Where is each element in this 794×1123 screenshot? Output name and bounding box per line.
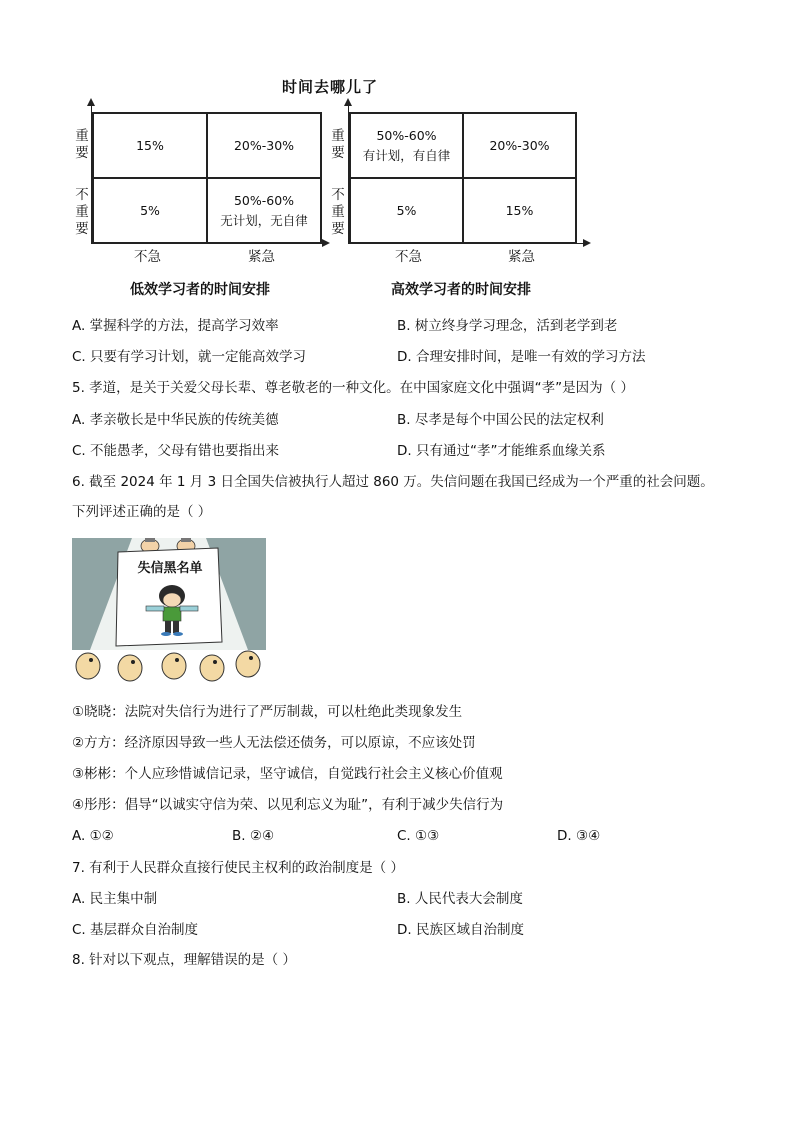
q4-option-c[interactable]: C. 只要有学习计划，就一定能高效学习 (72, 349, 307, 365)
q7-stem: 7. 有利于人民群众直接行使民主权利的政治制度是（ ） (72, 860, 404, 876)
right-cell-unimportant-urgent (463, 178, 576, 243)
q6-statement-4: ④彤彤：倡导“以诚实守信为荣、以见利忘义为耻”，有利于减少失信行为 (72, 797, 504, 813)
cell-text: 15% (505, 202, 534, 218)
q7-option-b[interactable]: B. 人民代表大会制度 (397, 891, 523, 907)
q5-option-a[interactable]: A. 孝亲敬长是中华民族的传统美德 (72, 412, 279, 428)
left-cell-important-urgent (207, 113, 321, 178)
q5-stem: 5. 孝道，是关于关爱父母长辈、尊老敬老的一种文化。在中国家庭文化中强调“孝”是因为（ ） (72, 380, 634, 396)
right-y-arrow (344, 98, 352, 106)
cell-text: 20%-30% (489, 137, 550, 153)
q6-option-d[interactable]: D. ③④ (557, 828, 601, 844)
q8-stem: 8. 针对以下观点，理解错误的是（ ） (72, 952, 296, 968)
left-matrix-caption: 低效学习者的时间安排 (130, 282, 270, 298)
q7-option-d[interactable]: D. 民族区域自治制度 (397, 922, 524, 938)
left-x-label-not-urgent: 不急 (134, 249, 161, 265)
right-x-arrow (583, 239, 591, 247)
q6-statement-1: ①晓晓：法院对失信行为进行了严厉制裁，可以杜绝此类现象发生 (72, 704, 463, 720)
q6-stem-line2: 下列评述正确的是（ ） (72, 504, 212, 520)
q4-option-a[interactable]: A. 掌握科学的方法，提高学习效率 (72, 318, 279, 334)
q7-option-c[interactable]: C. 基层群众自治制度 (72, 922, 199, 938)
right-matrix-grid (349, 112, 577, 244)
cell-text: 15% (136, 137, 164, 153)
q5-option-d[interactable]: D. 只有通过“孝”才能维系血缘关系 (397, 443, 606, 459)
left-cell-unimportant-urgent (207, 178, 321, 243)
left-y-arrow (87, 98, 95, 106)
q4-option-d[interactable]: D. 合理安排时间，是唯一有效的学习方法 (397, 349, 646, 365)
left-cell-important-not-urgent (93, 113, 207, 178)
q6-option-c[interactable]: C. ①③ (397, 828, 440, 844)
q6-option-b[interactable]: B. ②④ (232, 828, 275, 844)
cartoon-sign-text: 失信黑名单 (137, 561, 203, 576)
cartoon-image (72, 538, 266, 688)
cell-text: 5% (396, 202, 417, 218)
left-x-label-urgent: 紧急 (248, 249, 275, 265)
cell-text: 无计划，无自律 (220, 212, 308, 228)
cell-text: 有计划，有自律 (362, 147, 451, 163)
left-cell-unimportant-not-urgent (93, 178, 207, 243)
q5-option-c[interactable]: C. 不能愚孝，父母有错也要指出来 (72, 443, 280, 459)
cell-text: 5% (140, 202, 160, 218)
right-x-label-not-urgent: 不急 (395, 249, 422, 265)
right-x-label-urgent: 紧急 (508, 249, 535, 265)
right-matrix-caption: 高效学习者的时间安排 (391, 282, 531, 298)
cell-text: 20%-30% (233, 137, 295, 153)
left-y-label-important: 重要 (75, 128, 89, 161)
cell-text: 50%-60% (233, 192, 295, 208)
q6-stem-line1: 6. 截至 2024 年 1 月 3 日全国失信被执行人超过 860 万。失信问题在我国已经成为一个严重的社会问题。 (72, 474, 714, 490)
left-x-arrow (322, 239, 330, 247)
q6-option-a[interactable]: A. ①② (72, 828, 114, 844)
q5-option-b[interactable]: B. 尽孝是每个中国公民的法定权利 (397, 412, 604, 428)
figure-title: 时间去哪儿了 (282, 78, 379, 96)
q4-option-b[interactable]: B. 树立终身学习理念，活到老学到老 (397, 318, 618, 334)
left-matrix-grid (92, 112, 322, 244)
right-y-label-unimportant: 不重要 (331, 187, 345, 237)
right-cell-important-not-urgent (350, 113, 463, 178)
cartoon-dishonesty-blacklist (72, 538, 266, 688)
cell-text: 50%-60% (376, 127, 437, 143)
right-cell-unimportant-not-urgent (350, 178, 463, 243)
right-y-label-important: 重要 (331, 128, 345, 161)
q6-statement-2: ②方方：经济原因导致一些人无法偿还债务，可以原谅，不应该处罚 (72, 735, 476, 751)
q6-statement-3: ③彬彬：个人应珍惜诚信记录，坚守诚信，自觉践行社会主义核心价值观 (72, 766, 503, 782)
left-y-label-unimportant: 不重要 (75, 187, 89, 237)
right-cell-important-urgent (463, 113, 576, 178)
q7-option-a[interactable]: A. 民主集中制 (72, 891, 158, 907)
